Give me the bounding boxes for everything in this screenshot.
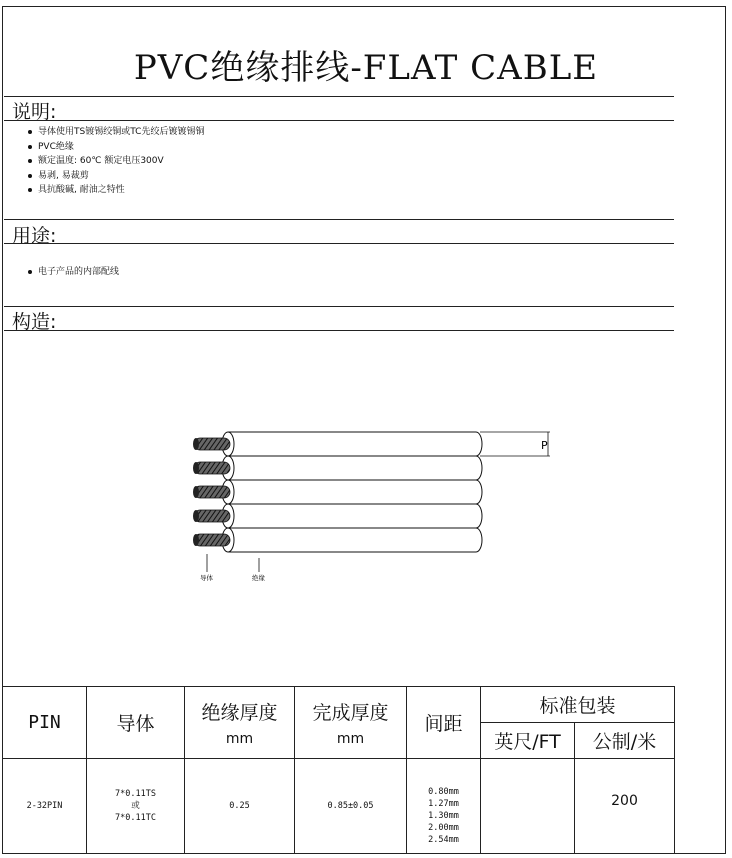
cell-pitch bbox=[407, 759, 481, 854]
list-item: 易剥, 易裁剪 bbox=[28, 169, 204, 184]
list-item: 导体使用TS镀锡绞铜或TC先绞后镀镀锡铜 bbox=[28, 125, 204, 140]
flat-cable-diagram bbox=[180, 400, 580, 600]
header-packaging: 标准包装 bbox=[481, 687, 675, 723]
wire-conductor bbox=[194, 438, 230, 450]
header-packaging-metric: 公制/米 bbox=[575, 723, 675, 759]
table-row bbox=[3, 759, 675, 854]
divider bbox=[4, 243, 674, 244]
wire-conductor-tip bbox=[193, 486, 199, 498]
wire-group bbox=[193, 432, 482, 552]
construction-heading: 构造: bbox=[12, 311, 57, 333]
divider bbox=[4, 219, 674, 220]
wire-insulation bbox=[228, 504, 482, 528]
header-pin: PIN bbox=[3, 687, 87, 759]
pitch-label: P bbox=[541, 439, 548, 452]
wire-insulation bbox=[228, 456, 482, 480]
pitch-value: 0.80mm bbox=[428, 787, 459, 797]
wire-insulation bbox=[228, 480, 482, 504]
pitch-value: 1.27mm bbox=[428, 799, 459, 809]
header-insulation-label: 绝缘厚度 bbox=[201, 702, 278, 724]
header-finished-thickness bbox=[295, 687, 407, 759]
conductor-or: 或 bbox=[131, 801, 140, 811]
header-finished-label: 完成厚度 bbox=[312, 702, 389, 724]
divider bbox=[4, 306, 674, 307]
wire-conductor-tip bbox=[193, 438, 199, 450]
description-heading: 说明: bbox=[12, 101, 57, 123]
divider bbox=[4, 120, 674, 121]
header-pitch: 间距 bbox=[407, 687, 481, 759]
conductor-label: 导体 bbox=[200, 574, 213, 582]
header-insulation-unit: mm bbox=[225, 731, 254, 747]
list-item: 具抗酸碱, 耐油之特性 bbox=[28, 183, 204, 198]
header-insulation-thickness bbox=[185, 687, 295, 759]
cell-conductor bbox=[87, 759, 185, 854]
header-packaging-imperial: 英尺/FT bbox=[481, 723, 575, 759]
spec-table bbox=[2, 686, 675, 854]
wire-conductor bbox=[194, 462, 230, 474]
header-finished-unit: mm bbox=[336, 731, 365, 747]
cell-packaging-metric: 200 bbox=[575, 759, 675, 854]
cell-finished-thickness: 0.85±0.05 bbox=[295, 759, 407, 854]
description-list bbox=[28, 125, 204, 198]
cell-insulation-thickness: 0.25 bbox=[185, 759, 295, 854]
insulation-label: 绝缘 bbox=[252, 574, 265, 582]
divider bbox=[4, 330, 674, 331]
pitch-value: 2.00mm bbox=[428, 823, 459, 833]
wire-insulation bbox=[228, 432, 482, 456]
usage-heading: 用途: bbox=[12, 225, 57, 247]
page-title: PVC绝缘排线-FLAT CABLE bbox=[133, 48, 599, 88]
wire-conductor bbox=[194, 510, 230, 522]
list-item: 额定温度: 60℃ 额定电压300V bbox=[28, 154, 204, 169]
conductor-spec: 7*0.11TS bbox=[115, 789, 156, 799]
pitch-value: 1.30mm bbox=[428, 811, 459, 821]
list-item: 电子产品的内部配线 bbox=[28, 265, 119, 280]
conductor-spec: 7*0.11TC bbox=[115, 813, 156, 823]
cell-packaging-imperial bbox=[481, 759, 575, 854]
list-item: PVC绝缘 bbox=[28, 140, 204, 155]
cell-pin: 2-32PIN bbox=[3, 759, 87, 854]
wire-insulation bbox=[228, 528, 482, 552]
wire-conductor-tip bbox=[193, 534, 199, 546]
wire-conductor bbox=[194, 486, 230, 498]
usage-list bbox=[28, 265, 119, 280]
pitch-value: 2.54mm bbox=[428, 835, 459, 845]
wire-conductor bbox=[194, 534, 230, 546]
divider bbox=[4, 96, 674, 97]
wire-conductor-tip bbox=[193, 462, 199, 474]
header-conductor: 导体 bbox=[87, 687, 185, 759]
wire-conductor-tip bbox=[193, 510, 199, 522]
